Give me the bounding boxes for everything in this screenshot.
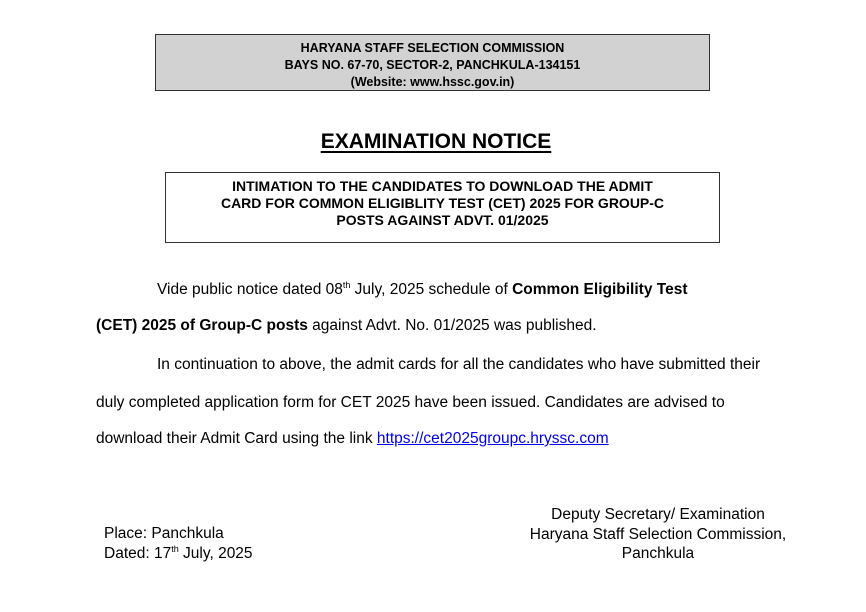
signature-designation: Deputy Secretary/ Examination <box>551 506 765 523</box>
subject-line-3: POSTS AGAINST ADVT. 01/2025 <box>336 212 549 228</box>
p1-text-b: July, 2025 schedule of <box>350 281 513 298</box>
subject-line-2: CARD FOR COMMON ELIGIBLITY TEST (CET) 2025 FOR GROUP-C <box>220 195 665 211</box>
notice-title <box>0 130 866 154</box>
signature-location: Panchkula <box>621 545 695 562</box>
p1-text-c: against Advt. No. 01/2025 was published. <box>307 317 597 334</box>
p1-bold-2: (CET) 2025 of Group-C posts <box>96 317 308 334</box>
paragraph-2-line-3 <box>96 430 609 448</box>
signature-organisation: Haryana Staff Selection Commission, <box>529 525 787 543</box>
commission-name: HARYANA STAFF SELECTION COMMISSION <box>300 41 565 55</box>
paragraph-2-line-2: duly completed application form for CET 2025 have been issued. Candidates are advised to <box>96 394 725 411</box>
admit-card-link[interactable]: https://cet2025groupc.hryssc.com <box>376 430 609 447</box>
signature-block <box>488 505 828 564</box>
commission-address: BAYS NO. 67-70, SECTOR-2, PANCHKULA-134151 <box>284 58 581 72</box>
dated-a: Dated: 17 <box>104 544 172 562</box>
p1-bold-1: Common Eligibility Test <box>512 281 688 298</box>
subject-line-1: INTIMATION TO THE CANDIDATES TO DOWNLOAD THE ADMIT <box>232 178 653 194</box>
p2-text: download their Admit Card using the link <box>96 430 377 447</box>
paragraph-1-line-1 <box>157 281 687 299</box>
place-text: Place: Panchkula <box>104 525 224 542</box>
dated-sup: th <box>171 543 179 554</box>
commission-header <box>155 34 710 91</box>
dated-text <box>104 544 253 564</box>
place-date-block <box>104 524 253 563</box>
paragraph-1-line-2 <box>96 317 597 335</box>
paragraph-2-line-1: In continuation to above, the admit cards for all the candidates who have submitted their <box>157 356 761 373</box>
p1-sup: th <box>342 279 351 290</box>
dated-b: July, 2025 <box>178 544 253 562</box>
subject-box <box>165 172 720 243</box>
notice-title-text: EXAMINATION NOTICE <box>320 130 552 153</box>
commission-website: (Website: www.hssc.gov.in) <box>350 75 515 89</box>
p1-text-a: Vide public notice dated 08 <box>157 281 343 298</box>
